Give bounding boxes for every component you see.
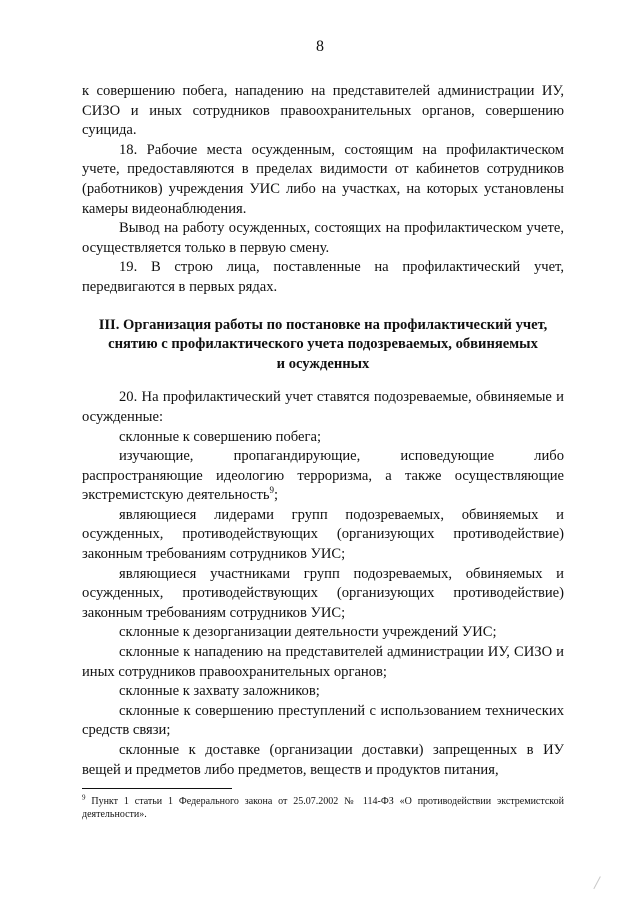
list-item: являющиеся лидерами групп подозреваемых, обвиняемых и осужденных, противодействующих (организующих противодействие) законным требованиям сотрудников УИС; (82, 506, 564, 563)
list-item (82, 447, 564, 506)
section-heading-line-1: III. Организация работы по постановке на профилактический учет, (98, 316, 548, 333)
paragraph-18-work-shift: Вывод на работу осужденных, состоящих на профилактическом учете, осуществляется только в первую смену. (82, 220, 564, 256)
paragraph-continuation: к совершению побега, нападению на представителей администрации ИУ, СИЗО и иных сотрудников правоохранительных органов, совершению суицида. (82, 83, 564, 139)
list-item: склонные к доставке (организации доставки) запрещенных в ИУ вещей и предметов либо предметов, веществ и продуктов питания, (82, 742, 564, 778)
footnote-reference[interactable]: 9 (269, 485, 274, 496)
footnote-text: Пункт 1 статьи 1 Федерального закона от 25.07.2002 № 114-ФЗ «О противодействии экстремистской деятельности». (82, 796, 564, 820)
scan-artifact (593, 876, 609, 894)
list-item: склонные к совершению побега; (119, 428, 322, 445)
section-heading-line-2: снятию с профилактического учета подозреваемых, обвиняемых (108, 336, 538, 353)
footnote-divider (82, 788, 232, 789)
footnote (82, 795, 564, 821)
paragraph-18: 18. Рабочие места осужденным, состоящим на профилактическом учете, предоставляются в пределах видимости от кабинетов сотрудников (работников) учреждения УИС либо на участках, на которых установлены камеры видеонаблюдения. (82, 141, 564, 217)
section-heading (82, 316, 564, 375)
section-heading-line-3: и осужденных (276, 355, 370, 372)
list-item: являющиеся участниками групп подозреваемых, обвиняемых и осужденных, противодействующих (организующих противодействие) законным требованиям сотрудников УИС; (82, 565, 564, 621)
paragraph-20: 20. На профилактический учет ставятся подозреваемые, обвиняемые и осужденные: (82, 389, 564, 425)
list-item: склонные к захвату заложников; (119, 683, 320, 700)
list-item: склонные к дезорганизации деятельности учреждений УИС; (119, 624, 497, 641)
page-number: 8 (316, 38, 324, 55)
list-item-end: ; (273, 487, 279, 504)
list-item-text: изучающие, пропагандирующие, исповедующие либо распространяющие идеологию терроризма, а также осуществляющие экстремистскую деятельность (82, 448, 564, 504)
list-item: склонные к нападению на представителей администрации ИУ, СИЗО и иных сотрудников правоохранительных органов; (82, 644, 564, 680)
body-text (82, 82, 564, 780)
footnote-mark: 9 (82, 793, 86, 802)
list-item: склонные к совершению преступлений с использованием технических средств связи; (82, 702, 564, 739)
paragraph-19: 19. В строю лица, поставленные на профилактический учет, передвигаются в первых рядах. (82, 259, 564, 295)
